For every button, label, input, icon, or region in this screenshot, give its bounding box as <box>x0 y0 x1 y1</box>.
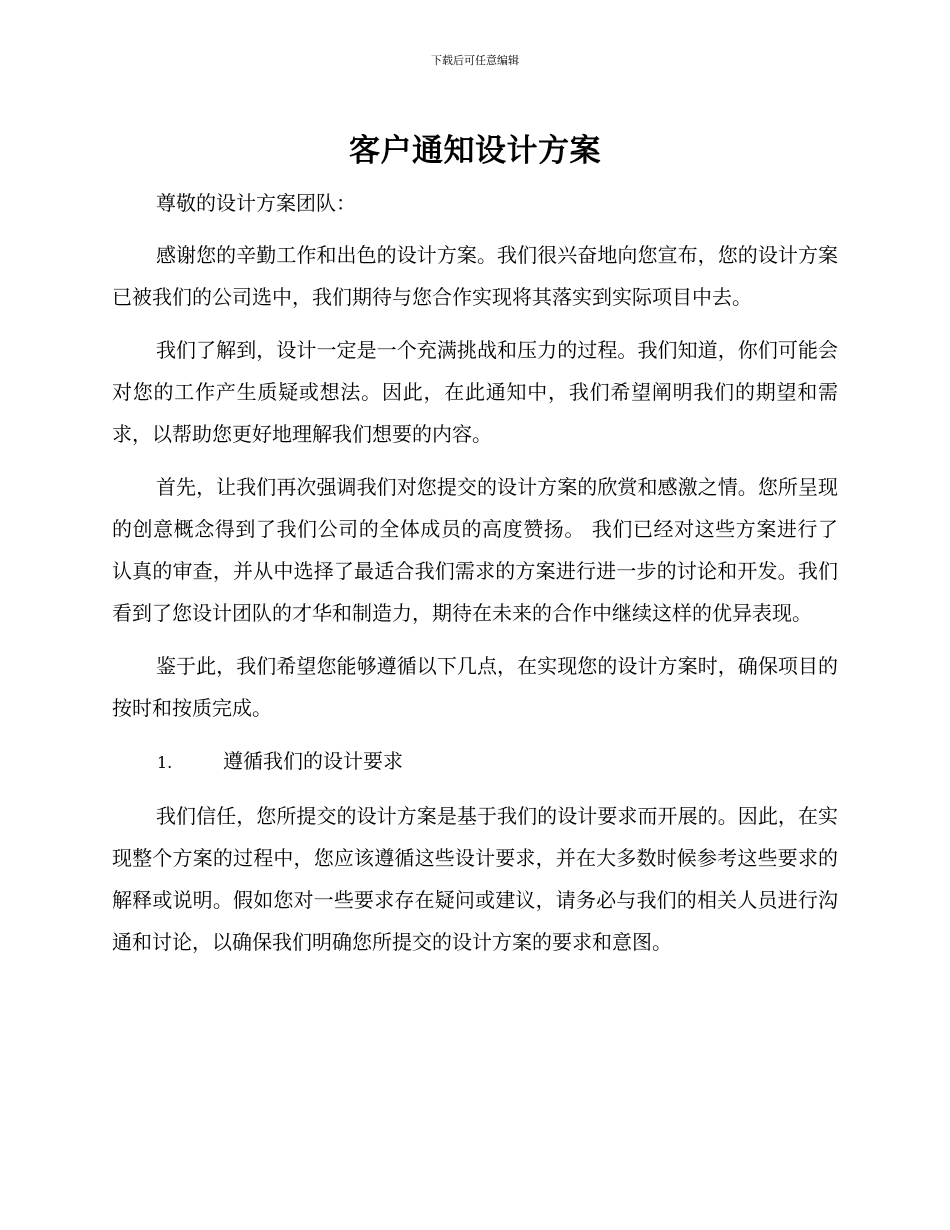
paragraph-3: 首先，让我们再次强调我们对您提交的设计方案的欣赏和感激之情。您所呈现的创意概念得到了我们公司的全体成员的高度赞扬。 我们已经对这些方案进行了认真的审查，并从中选择了最适合我们需求的方案进行进一步的讨论和开发。我们看到了您设计团队的才华和制造力，期待在未来的合作中继续这样的优异表现。 <box>112 475 838 625</box>
paragraph-4: 鉴于此，我们希望您能够遵循以下几点，在实现您的设计方案时，确保项目的按时和按质完成。 <box>112 654 838 720</box>
list-item-1 <box>112 740 838 784</box>
list-number: 1. <box>157 753 173 772</box>
document-title: 客户通知设计方案 <box>349 133 601 169</box>
header-note: 下载后可任意编辑 <box>431 54 519 67</box>
paragraph-2: 我们了解到，设计一定是一个充满挑战和压力的过程。我们知道，你们可能会对您的工作产生质疑或想法。因此，在此通知中，我们希望阐明我们的期望和需求，以帮助您更好地理解我们想要的内容。 <box>112 338 838 446</box>
list-item-1-text: 我们信任，您所提交的设计方案是基于我们的设计要求而开展的。因此，在实现整个方案的过程中，您应该遵循这些设计要求，并在大多数时候参考这些要求的解释或说明。假如您对一些要求存在疑问或建议，请务必与我们的相关人员进行沟通和讨论，以确保我们明确您所提交的设计方案的要求和意图。 <box>112 804 838 954</box>
paragraph-1: 感谢您的辛勤工作和出色的设计方案。我们很兴奋地向您宣布，您的设计方案已被我们的公司选中，我们期待与您合作实现将其落实到实际项目中去。 <box>112 243 838 309</box>
list-label: 遵循我们的设计要求 <box>223 749 403 773</box>
document-body <box>112 182 838 974</box>
salutation: 尊敬的设计方案团队： <box>156 191 356 215</box>
